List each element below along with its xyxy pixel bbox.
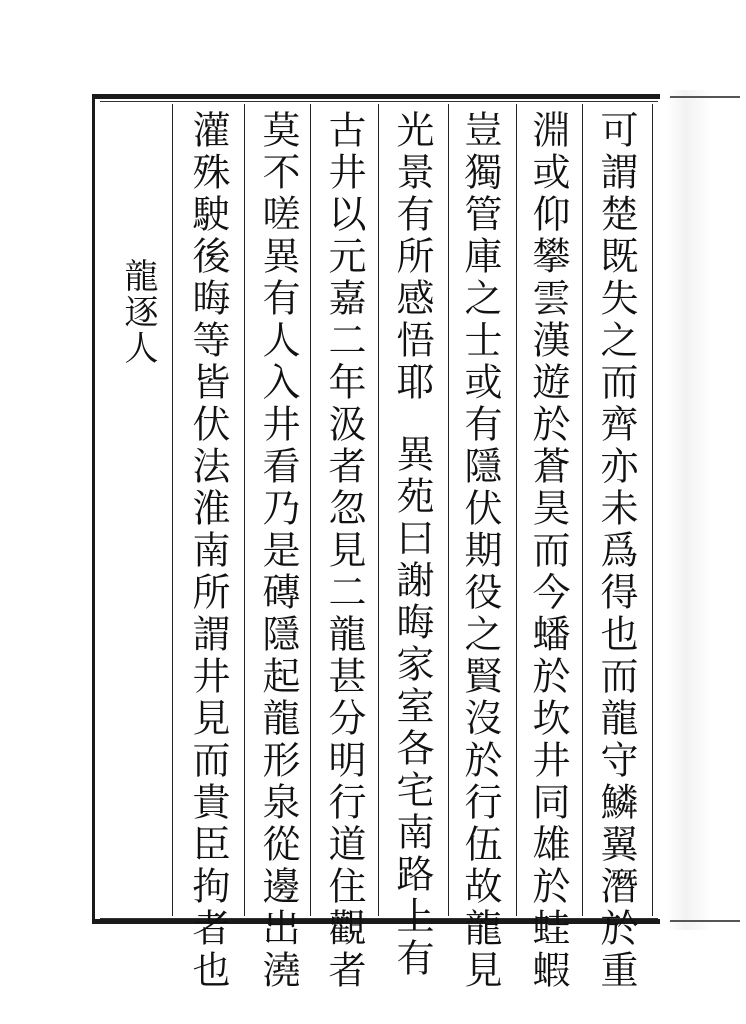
edge-mark <box>670 920 740 922</box>
column-rule <box>244 104 245 916</box>
column-rule <box>516 104 517 916</box>
text-column-3: 豈獨管庫之士或有隱伏期役之賢沒於行伍故龍見 <box>458 110 502 992</box>
column-rule <box>448 104 449 916</box>
text-column-4-main: 光景有所感悟耶 <box>390 110 434 404</box>
text-column-2: 淵或仰攀雲漢遊於蒼昊而今蟠於坎井同雄於蛙蝦 <box>526 110 570 992</box>
text-column-5: 古井以元嘉二年汲者忽見二龍甚分明行道住觀者 <box>322 110 366 992</box>
column-rule <box>310 104 311 916</box>
text-column-4 <box>388 110 436 980</box>
column-rule <box>172 104 173 916</box>
text-column-4-note: 異苑曰謝晦家室各宅南路上有 <box>390 434 434 980</box>
page-edge-bleed <box>660 90 746 930</box>
edge-mark <box>670 96 740 98</box>
text-column-6: 莫不嗟異有人入井看乃是磚隱起龍形泉從邊出澆 <box>256 110 300 992</box>
section-title: 龍逐人 <box>118 258 158 366</box>
text-column-1: 可謂楚既失之而齊亦未爲得也而龍守鱗翼潛於重 <box>594 110 638 992</box>
column-rule <box>378 104 379 916</box>
column-rule <box>582 104 583 916</box>
text-column-7: 灌殊駛後晦等皆伏法淮南所謂井見而貴臣拘者也 <box>186 110 230 992</box>
column-rule <box>652 104 653 916</box>
